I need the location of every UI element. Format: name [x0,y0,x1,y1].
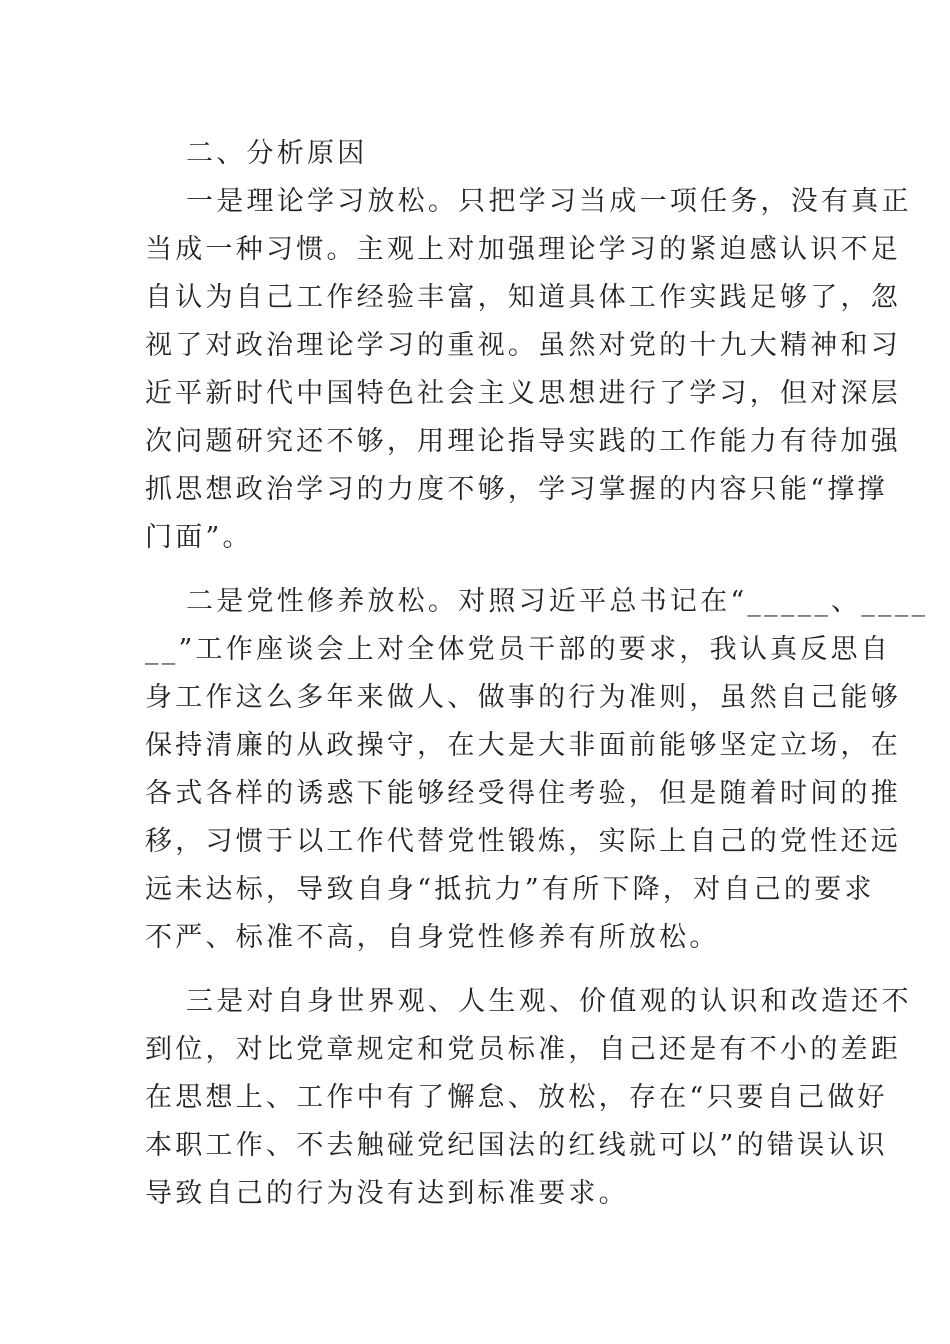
paragraph-2-line-6: 移，习惯于以工作代替党性锻炼，实际上自己的党性还远 [145,826,901,857]
paragraph-1-line-8: 门面”。 [145,522,253,553]
paragraph-2-line-1: 二是党性修养放松。对照习近平总书记在“_____、____ [186,586,929,617]
paragraph-1-line-2: 当成一种习惯。主观上对加强理论学习的紧迫感认识不足 [145,234,901,265]
paragraph-1-line-6: 次问题研究还不够，用理论指导实践的工作能力有待加强 [145,426,901,457]
paragraph-1-line-3: 自认为自己工作经验丰富，知道具体工作实践足够了，忽 [145,282,901,313]
paragraph-3-line-2: 到位，对比党章规定和党员标准，自己还是有不小的差距 [145,1034,901,1065]
paragraph-2-line-8: 不严、标准不高，自身党性修养有所放松。 [145,922,720,953]
paragraph-2-line-5: 各式各样的诱惑下能够经受得住考验，但是随着时间的推 [145,778,901,809]
paragraph-1-line-7: 抓思想政治学习的力度不够，学习掌握的内容只能“撑撑 [145,474,888,505]
section-heading: 二、分析原因 [186,138,368,169]
paragraph-2-line-7: 远未达标，导致自身“抵抗力”有所下降，对自己的要求 [145,874,875,905]
paragraph-1-line-1: 一是理论学习放松。只把学习当成一项任务，没有真正 [186,186,912,217]
paragraph-3-line-1: 三是对自身世界观、人生观、价值观的认识和改造还不 [186,986,912,1017]
paragraph-3-line-3: 在思想上、工作中有了懈怠、放松，存在“只要自己做好 [145,1082,888,1113]
paragraph-3-line-5: 导致自己的行为没有达到标准要求。 [145,1178,629,1209]
paragraph-1-line-5: 近平新时代中国特色社会主义思想进行了学习，但对深层 [145,378,901,409]
paragraph-2-line-2: __”工作座谈会上对全体党员干部的要求，我认真反思自 [145,634,892,665]
paragraph-1-line-4: 视了对政治理论学习的重视。虽然对党的十九大精神和习 [145,330,901,361]
paragraph-2-line-3: 身工作这么多年来做人、做事的行为准则，虽然自己能够 [145,682,901,713]
paragraph-3-line-4: 本职工作、不去触碰党纪国法的红线就可以”的错误认识 [145,1130,888,1161]
paragraph-2-line-4: 保持清廉的从政操守，在大是大非面前能够坚定立场，在 [145,730,901,761]
